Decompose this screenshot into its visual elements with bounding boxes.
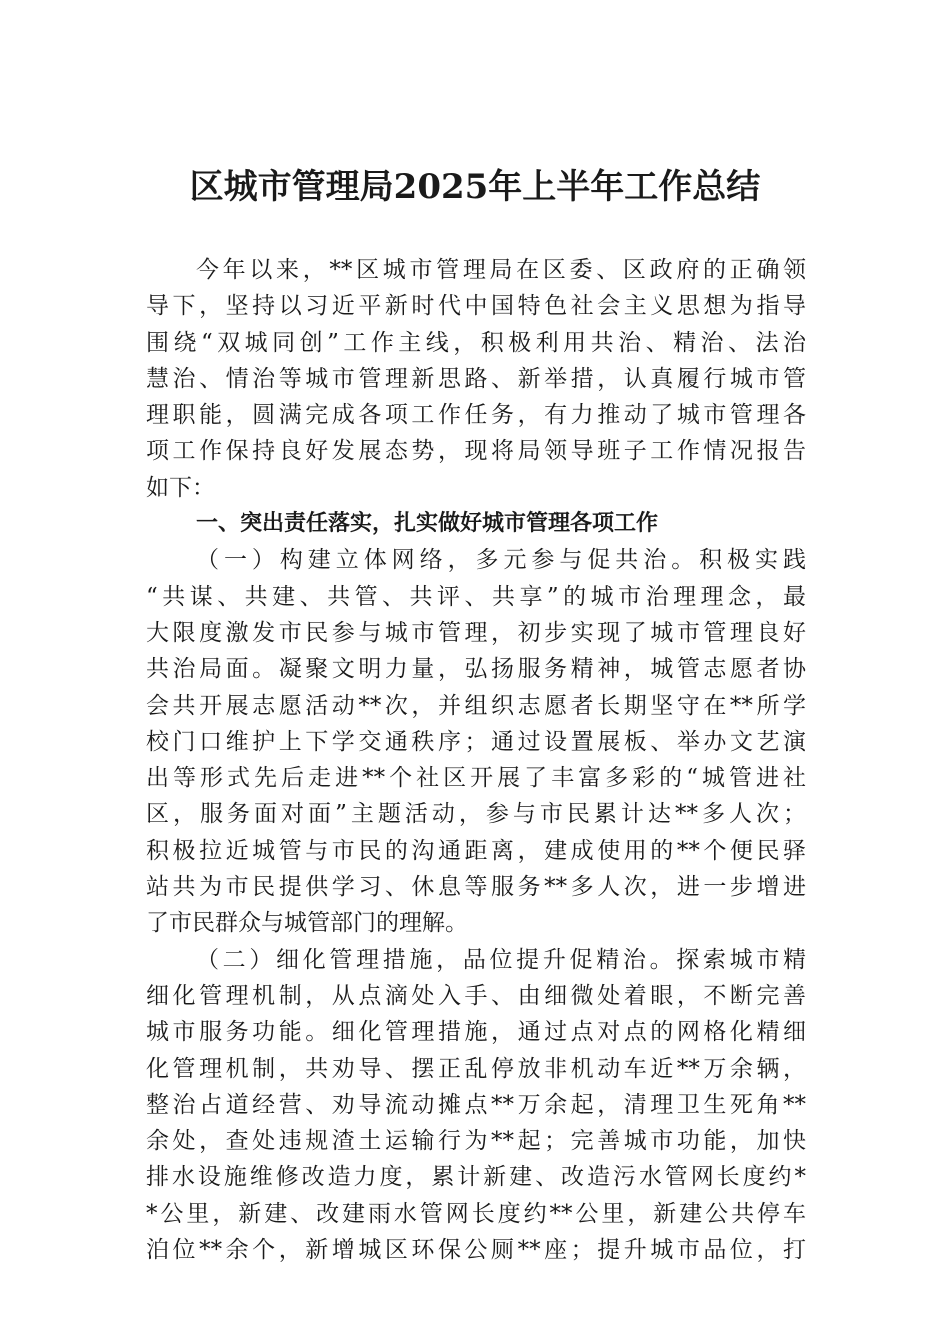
paragraph-line: 细化管理机制，从点滴处入手、由细微处着眼，不断完善: [146, 982, 806, 1009]
paragraph-line: 站共为市民提供学习、休息等服务**多人次，进一步增进: [146, 874, 806, 901]
paragraph-line: 项工作保持良好发展态势，现将局领导班子工作情况报告: [146, 438, 806, 465]
paragraph-line: （一）构建立体网络，多元参与促共治。积极实践: [196, 547, 806, 574]
document-title: 区城市管理局2025年上半年工作总结: [189, 167, 761, 207]
paragraph-line: 泊位**余个，新增城区环保公厕**座；提升城市品位，打: [146, 1237, 806, 1264]
paragraph-line: 共治局面。凝聚文明力量，弘扬服务精神，城管志愿者协: [146, 656, 806, 683]
paragraph-line: 整治占道经营、劝导流动摊点**万余起，清理卫生死角**: [146, 1091, 806, 1118]
paragraph-line: 区，服务面对面”主题活动，参与市民累计达**多人次；: [146, 801, 806, 828]
paragraph-line: 围绕“双城同创”工作主线，积极利用共治、精治、法治: [146, 329, 806, 356]
paragraph-line: 积极拉近城管与市民的沟通距离，建成使用的**个便民驿: [146, 837, 806, 864]
paragraph-line: 如下：: [146, 474, 215, 501]
paragraph-line: 了市民群众与城管部门的理解。: [146, 910, 468, 937]
paragraph-line: 校门口维护上下学交通秩序；通过设置展板、举办文艺演: [146, 728, 806, 755]
paragraph-line: 出等形式先后走进**个社区开展了丰富多彩的“城管进社: [146, 765, 806, 792]
document-body: [146, 252, 806, 1268]
paragraph-line: 理职能，圆满完成各项工作任务，有力推动了城市管理各: [146, 402, 806, 429]
paragraph-line: *公里，新建、改建雨水管网长度约**公里，新建公共停车: [146, 1200, 806, 1227]
paragraph-line: 大限度激发市民参与城市管理，初步实现了城市管理良好: [146, 619, 806, 646]
paragraph-line: 化管理机制，共劝导、摆正乱停放非机动车近**万余辆，: [146, 1055, 806, 1082]
paragraph-line: 慧治、情治等城市管理新思路、新举措，认真履行城市管: [146, 365, 806, 392]
paragraph-line: 今年以来，**区城市管理局在区委、区政府的正确领: [196, 257, 806, 283]
section-heading: 一、突出责任落实，扎实做好城市管理各项工作: [196, 511, 659, 537]
paragraph-line: 城市服务功能。细化管理措施，通过点对点的网格化精细: [146, 1019, 806, 1046]
paragraph-line: 余处，查处违规渣土运输行为**起；完善城市功能，加快: [146, 1128, 806, 1155]
paragraph-line: （二）细化管理措施，品位提升促精治。探索城市精: [196, 946, 806, 973]
paragraph-line: 导下，坚持以习近平新时代中国特色社会主义思想为指导: [146, 293, 806, 320]
paragraph-line: 会共开展志愿活动**次，并组织志愿者长期坚守在**所学: [146, 692, 806, 719]
paragraph-line: “共谋、共建、共管、共评、共享”的城市治理理念，最: [146, 583, 806, 610]
paragraph-line: 排水设施维修改造力度，累计新建、改造污水管网长度约*: [146, 1164, 806, 1191]
